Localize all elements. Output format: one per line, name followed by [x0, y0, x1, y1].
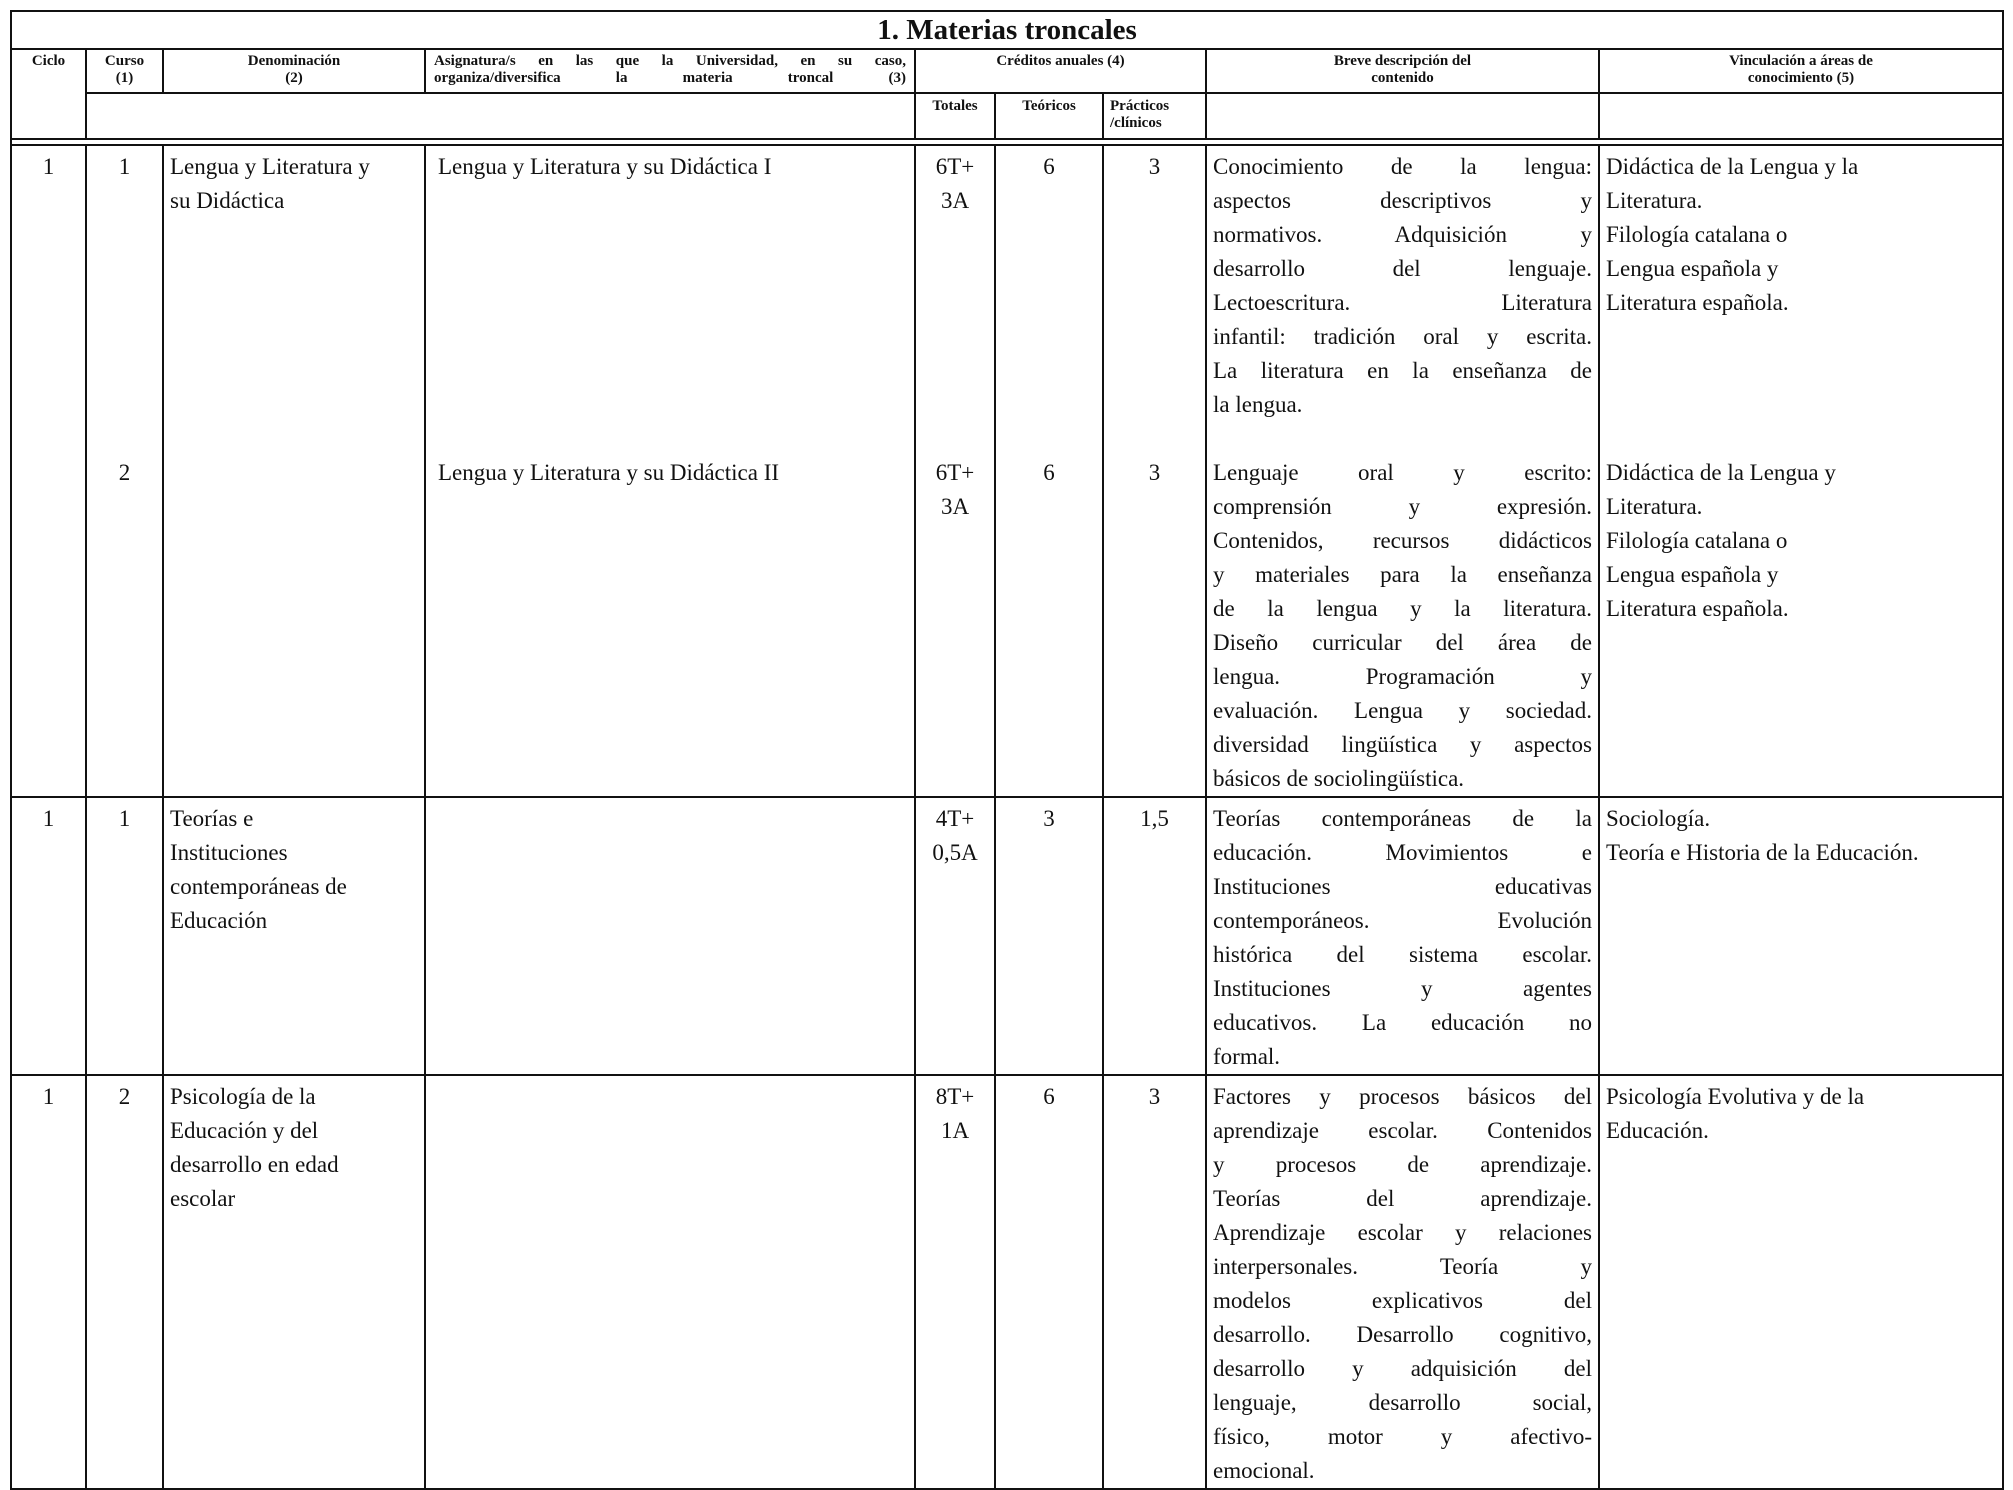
table-title: 1. Materias troncales [11, 11, 2003, 49]
cell-descripcion: Factores y procesos básicos del aprendizaje escolar. Contenidos y procesos de aprendizaje. Teorías del aprendizaje. Aprendizaje escolar y relaciones interpersonales. Teoría y modelos explicativos del desarrollo. Desarrollo cognitivo, desarrollo y adquisición del lenguaje, desarrollo social, físico, motor y afectivo- emocional. [1206, 1075, 1599, 1489]
header-blank-vinc [1599, 93, 2003, 139]
header-creditos: Créditos anuales (4) [915, 49, 1206, 93]
cell-denominacion: Lengua y Literatura y su Didáctica [163, 145, 425, 452]
cell-vinculacion: Didáctica de la Lengua y Literatura. Filología catalana o Lengua española y Literatura española. [1599, 452, 2003, 797]
cell-curso: 2 [86, 1075, 163, 1489]
cell-ciclo [11, 452, 86, 797]
cell-practicos: 1,5 [1103, 797, 1206, 1075]
header-curso: Curso (1) [86, 49, 163, 93]
header-blank-desc [1206, 93, 1599, 139]
cell-descripcion: Teorías contemporáneas de la educación. Movimientos e Instituciones educativas contemporáneos. Evolución histórica del sistema escolar. Instituciones y agentes educativos. La educación no formal. [1206, 797, 1599, 1075]
table-row [11, 1075, 2003, 1489]
cell-denominacion: Teorías e Instituciones contemporáneas de Educación [163, 797, 425, 1075]
cell-descripcion: Lenguaje oral y escrito: comprensión y expresión. Contenidos, recursos didácticos y materiales para la enseñanza de la lengua y la literatura. Diseño curricular del área de lengua. Programación y evaluación. Lengua y sociedad. diversidad lingüística y aspectos básicos de sociolingüística. [1206, 452, 1599, 797]
header-descripcion: Breve descripción del contenido [1206, 49, 1599, 93]
cell-ciclo: 1 [11, 797, 86, 1075]
cell-teoricos: 6 [995, 452, 1103, 797]
header-totales: Totales [915, 93, 995, 139]
cell-totales: 4T+ 0,5A [915, 797, 995, 1075]
header-vinculacion: Vinculación a áreas de conocimiento (5) [1599, 49, 2003, 93]
cell-curso: 2 [86, 452, 163, 797]
cell-teoricos: 6 [995, 145, 1103, 452]
cell-denominacion [163, 452, 425, 797]
cell-asignatura: Lengua y Literatura y su Didáctica II [425, 452, 915, 797]
header-blank [86, 93, 915, 139]
table-row [11, 145, 2003, 452]
cell-asignatura [425, 1075, 915, 1489]
cell-practicos: 3 [1103, 145, 1206, 452]
header-practicos: Prácticos /clínicos [1103, 93, 1206, 139]
header-asignatura: Asignatura/s en las que la Universidad, en su caso, organiza/diversifica la materia troncal (3) [425, 49, 915, 93]
cell-curso: 1 [86, 797, 163, 1075]
cell-descripcion: Conocimiento de la lengua: aspectos descriptivos y normativos. Adquisición y desarrollo del lenguaje. Lectoescritura. Literatura infantil: tradición oral y escrita. La literatura en la enseñanza de la lengua. [1206, 145, 1599, 452]
cell-totales: 8T+ 1A [915, 1075, 995, 1489]
cell-ciclo: 1 [11, 145, 86, 452]
cell-vinculacion: Sociología. Teoría e Historia de la Educación. [1599, 797, 2003, 1075]
table-row [11, 452, 2003, 797]
header-teoricos: Teóricos [995, 93, 1103, 139]
cell-vinculacion: Psicología Evolutiva y de la Educación. [1599, 1075, 2003, 1489]
cell-teoricos: 3 [995, 797, 1103, 1075]
cell-denominacion: Psicología de la Educación y del desarrollo en edad escolar [163, 1075, 425, 1489]
cell-totales: 6T+ 3A [915, 452, 995, 797]
cell-teoricos: 6 [995, 1075, 1103, 1489]
cell-curso: 1 [86, 145, 163, 452]
cell-ciclo: 1 [11, 1075, 86, 1489]
header-denominacion: Denominación (2) [163, 49, 425, 93]
header-ciclo: Ciclo [11, 49, 86, 139]
cell-vinculacion: Didáctica de la Lengua y la Literatura. Filología catalana o Lengua española y Literatura española. [1599, 145, 2003, 452]
cell-asignatura: Lengua y Literatura y su Didáctica I [425, 145, 915, 452]
cell-totales: 6T+ 3A [915, 145, 995, 452]
cell-asignatura [425, 797, 915, 1075]
cell-practicos: 3 [1103, 1075, 1206, 1489]
materias-troncales-table [10, 10, 2004, 1490]
table-row [11, 797, 2003, 1075]
cell-practicos: 3 [1103, 452, 1206, 797]
